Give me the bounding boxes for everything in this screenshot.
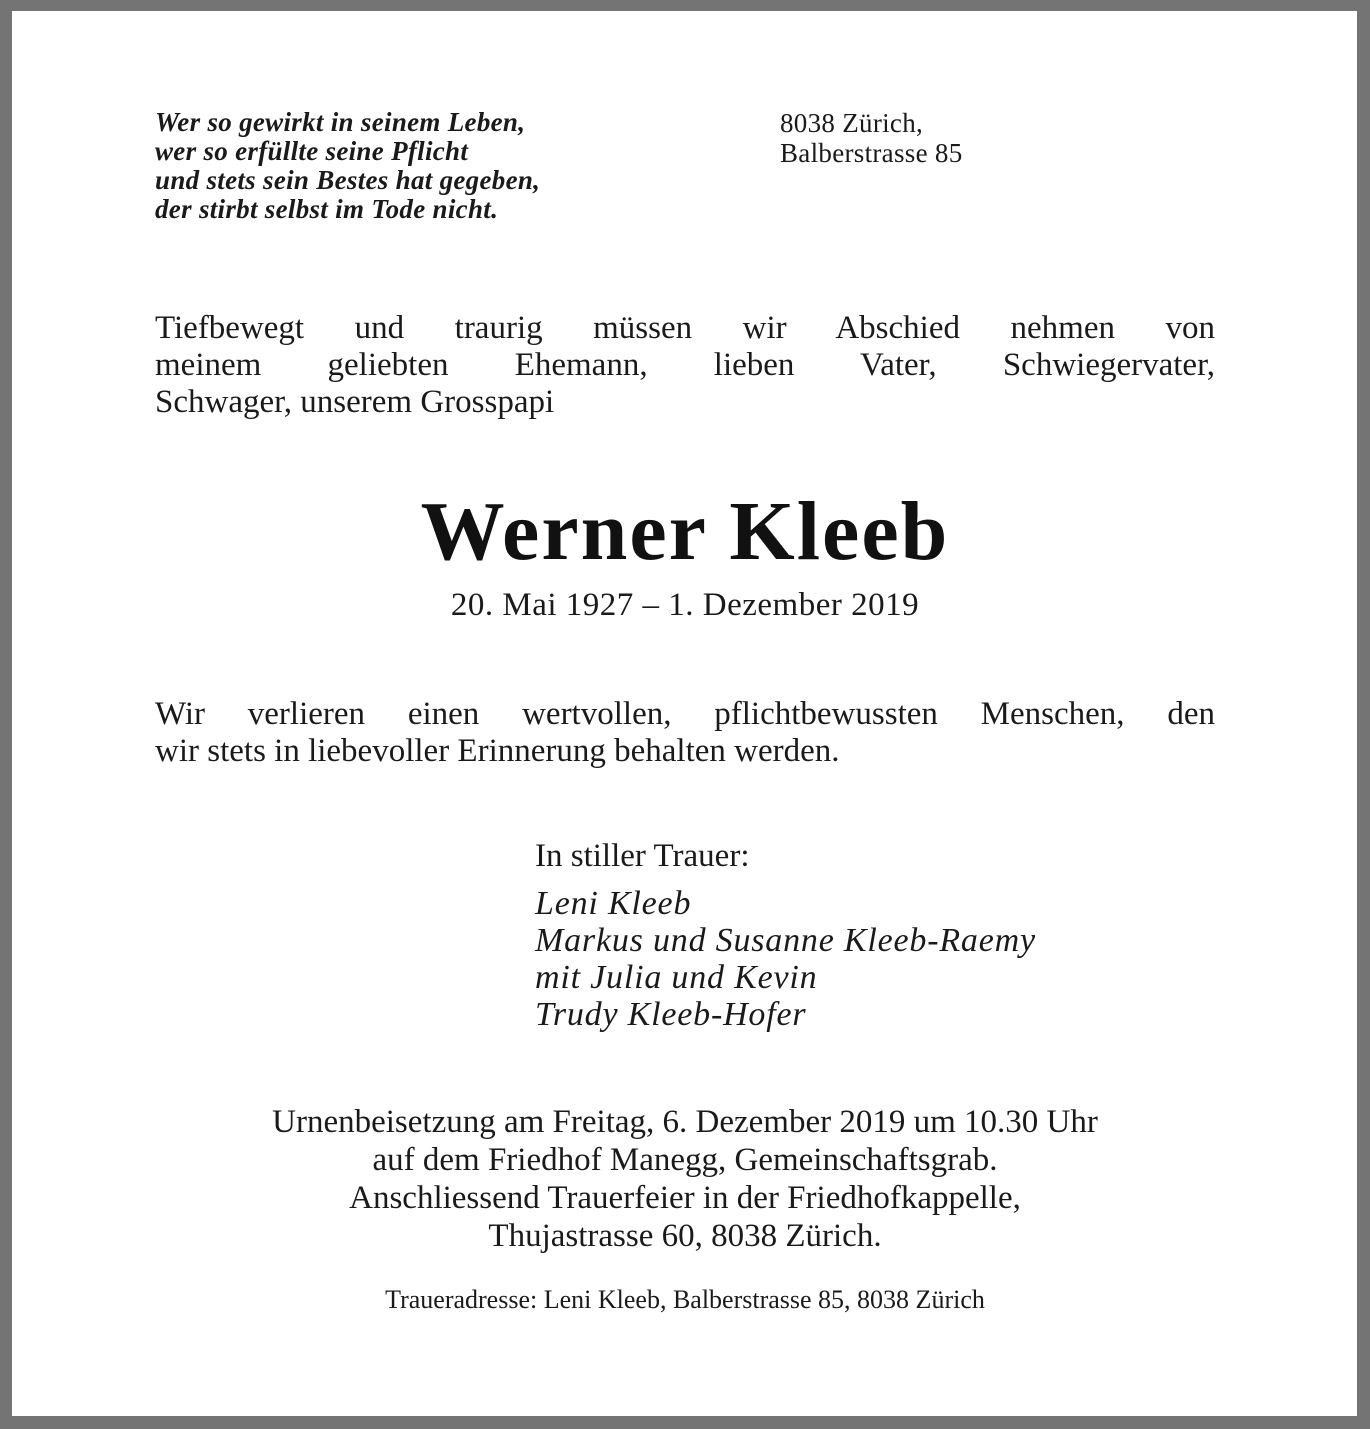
deceased-name: Werner Kleeb xyxy=(420,485,950,578)
funeral-info-line: Anschliessend Trauerfeier in der Friedhofkappelle, xyxy=(349,1180,1021,1216)
mourners-list xyxy=(535,885,1215,1033)
address-line: Balberstrasse 85 xyxy=(780,138,963,168)
funeral-info-line: Thujastrasse 60, 8038 Zürich. xyxy=(488,1218,882,1254)
funeral-info xyxy=(155,1103,1215,1255)
sender-address xyxy=(780,108,963,168)
memorial-verse xyxy=(155,108,1215,224)
verse-line: Wer so gewirkt in seinem Leben, xyxy=(155,107,526,137)
address-line: 8038 Zürich, xyxy=(780,108,924,138)
verse-line: und stets sein Bestes hat gegeben, xyxy=(155,165,541,195)
verse-line: der stirbt selbst im Tode nicht. xyxy=(155,194,499,224)
intro-line: Schwager, unserem Grosspapi xyxy=(155,384,555,420)
funeral-info-line: Urnenbeisetzung am Freitag, 6. Dezember 2019 um 10.30 Uhr xyxy=(272,1104,1098,1140)
condolence-address: Traueradresse: Leni Kleeb, Balberstrasse 85, 8038 Zürich xyxy=(385,1285,985,1314)
header-row xyxy=(155,108,1215,224)
mourning-label: In stiller Trauer: xyxy=(535,838,750,874)
tribute-line: Wir verlieren einen wertvollen, pflichtbewussten Menschen, den xyxy=(155,696,1215,732)
mourner-name: mit Julia und Kevin xyxy=(535,959,818,996)
intro-line: Tiefbewegt und traurig müssen wir Abschied nehmen von xyxy=(155,310,1215,346)
obituary-content xyxy=(12,11,1357,1315)
tribute-line: wir stets in liebevoller Erinnerung behalten werden. xyxy=(155,733,840,769)
intro-line: meinem geliebten Ehemann, lieben Vater, Schwiegervater, xyxy=(155,347,1215,383)
funeral-info-line: auf dem Friedhof Manegg, Gemeinschaftsgrab. xyxy=(372,1142,998,1178)
intro-paragraph xyxy=(155,310,1215,421)
mourning-section xyxy=(535,838,1215,1033)
tribute-paragraph xyxy=(155,696,1215,770)
mourner-name: Leni Kleeb xyxy=(535,885,692,922)
obituary-page xyxy=(12,11,1357,1416)
mourner-name: Trudy Kleeb-Hofer xyxy=(535,996,807,1033)
life-dates: 20. Mai 1927 – 1. Dezember 2019 xyxy=(450,587,920,623)
verse-line: wer so erfüllte seine Pflicht xyxy=(155,136,469,166)
mourner-name: Markus und Susanne Kleeb-Raemy xyxy=(535,922,1036,959)
